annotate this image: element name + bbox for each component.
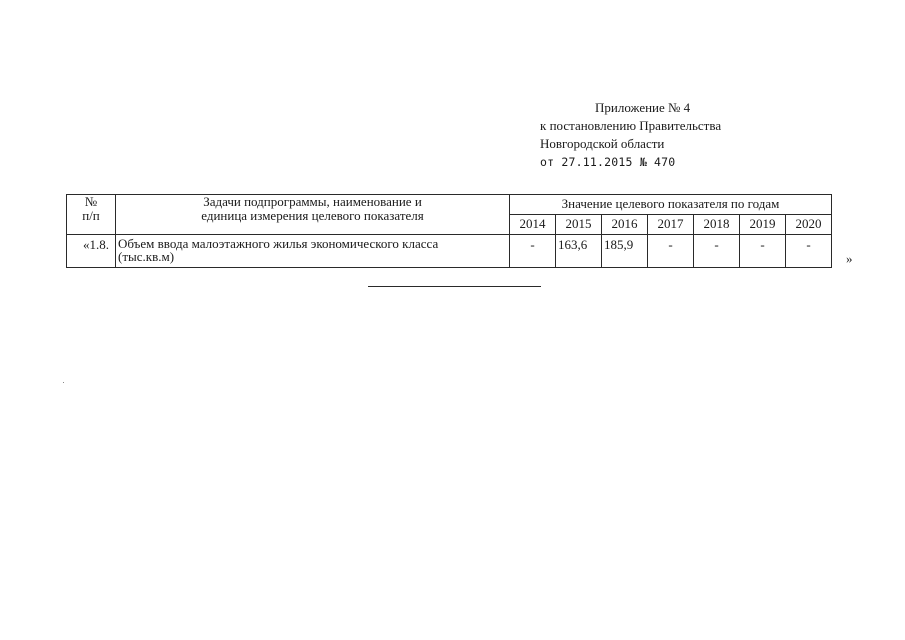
column-header-year-2015: 2015 bbox=[556, 215, 602, 235]
appendix-date-number: от 27.11.2015 № 470 bbox=[540, 155, 676, 169]
row-task-cell: Объем ввода малоэтажного жилья экономического класса (тыс.кв.м) bbox=[116, 235, 510, 268]
column-header-task: Задачи подпрограммы, наименование и единица измерения целевого показателя bbox=[116, 195, 510, 235]
indicators-table bbox=[66, 194, 832, 268]
value-cell-2019: - bbox=[740, 235, 786, 268]
appendix-header bbox=[540, 99, 800, 171]
value-cell-2020: - bbox=[786, 235, 832, 268]
end-of-document-divider bbox=[368, 286, 541, 287]
closing-quote: » bbox=[846, 251, 853, 266]
column-header-years-group: Значение целевого показателя по годам bbox=[510, 195, 832, 215]
appendix-resolution-ref: к постановлению Правительства bbox=[540, 118, 722, 133]
column-header-year-2016: 2016 bbox=[602, 215, 648, 235]
appendix-title: Приложение № 4 bbox=[595, 100, 691, 115]
value-cell-2018: - bbox=[694, 235, 740, 268]
column-header-year-2019: 2019 bbox=[740, 215, 786, 235]
scan-speck bbox=[63, 382, 64, 383]
value-cell-2014: - bbox=[510, 235, 556, 268]
appendix-region: Новгородской области bbox=[540, 136, 665, 151]
column-header-year-2017: 2017 bbox=[648, 215, 694, 235]
column-header-number: № п/п bbox=[67, 195, 116, 235]
value-cell-2017: - bbox=[648, 235, 694, 268]
value-cell-2015: 163,6 bbox=[556, 235, 602, 268]
column-header-year-2018: 2018 bbox=[694, 215, 740, 235]
column-header-year-2014: 2014 bbox=[510, 215, 556, 235]
table-row bbox=[67, 235, 832, 268]
row-number-cell: «1.8. bbox=[67, 235, 116, 268]
column-header-year-2020: 2020 bbox=[786, 215, 832, 235]
table-header-row bbox=[67, 195, 832, 215]
value-cell-2016: 185,9 bbox=[602, 235, 648, 268]
